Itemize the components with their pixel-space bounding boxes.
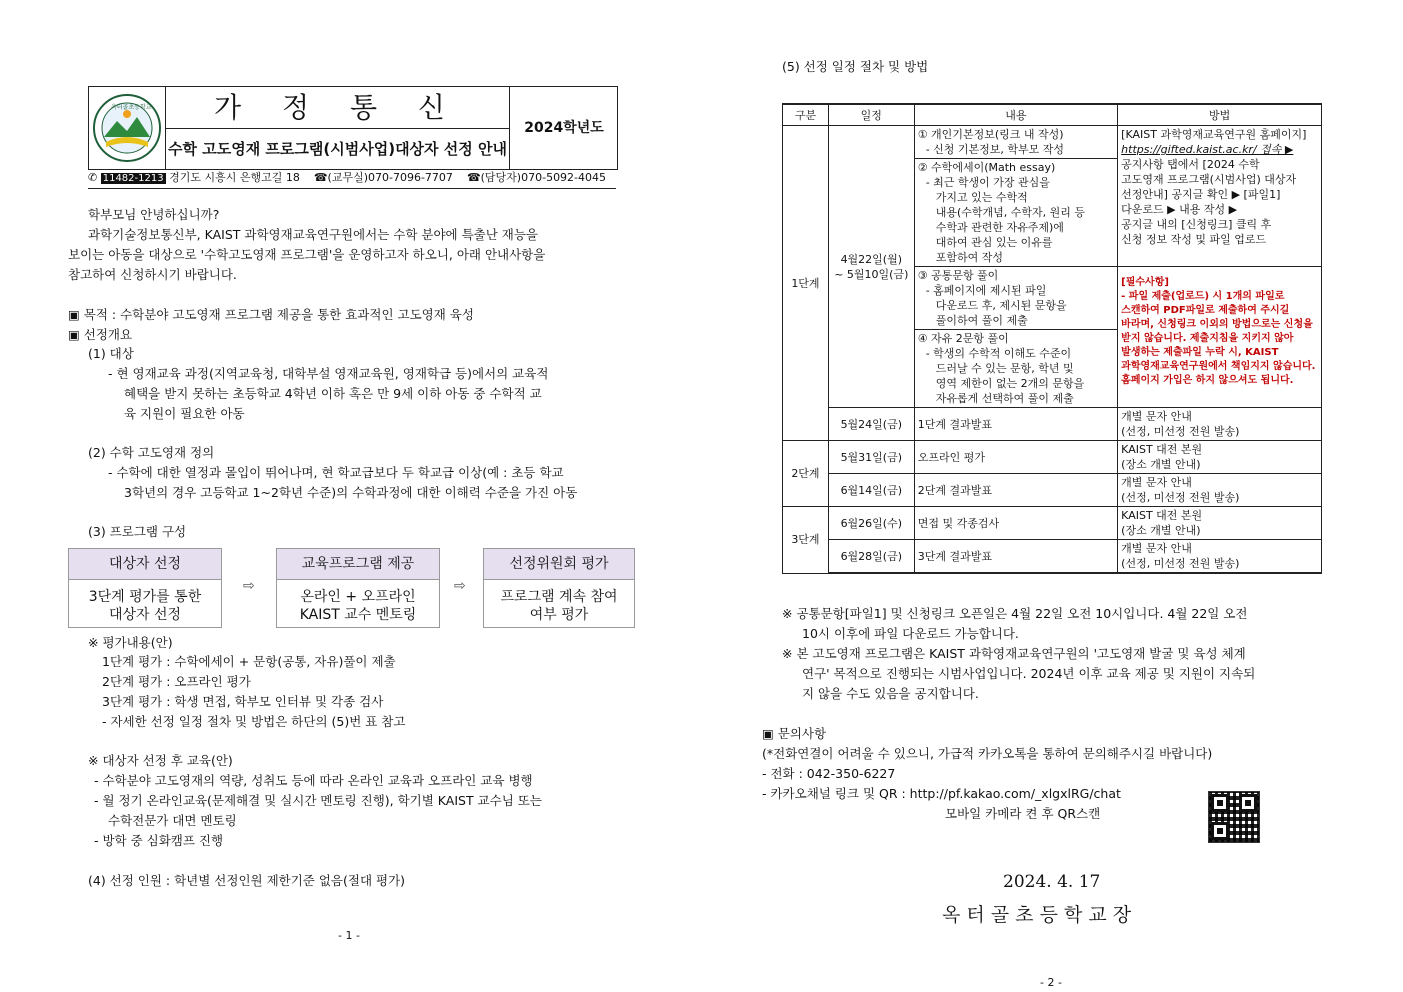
contact-phone: ☎(담당자)070-5092-4045	[466, 171, 607, 184]
content-line: ① 개인기본정보(링크 내 작성)	[917, 128, 1064, 141]
letter-header	[88, 86, 618, 170]
method-cell	[1118, 408, 1322, 441]
box-title: 교육프로그램 제공	[277, 549, 439, 580]
content-cell: 면접 및 각종검사	[914, 507, 1117, 540]
method-line: 공지글 내의 [신청링크] 클릭 후	[1121, 218, 1272, 231]
address-bar	[88, 168, 616, 189]
method-line: 개별 문자 안내	[1121, 542, 1192, 555]
content-cell	[914, 159, 1117, 267]
stage-cell: 3단계	[783, 507, 829, 574]
content-line: 풀이하여 풀이 제출	[935, 314, 1028, 327]
method-cell	[1118, 474, 1322, 507]
postal-code: 11482-1213	[102, 173, 164, 184]
target-line: - 현 영재교육 과정(지역교육청, 대학부설 영재교육원, 영재학급 등)에서의 교육적	[108, 366, 549, 381]
qr-code-icon[interactable]	[1208, 791, 1260, 843]
stage-cell: 1단계	[783, 126, 829, 441]
box-text: KAIST 교수 멘토링	[299, 607, 417, 623]
contact-heading: ▣ 문의사항	[762, 726, 827, 741]
required-notice-cell	[1118, 267, 1322, 408]
contact-line: (*전화연결이 어려울 수 있으니, 가급적 카카오톡을 통하여 문의해주시길 바랍니다)	[762, 746, 1213, 761]
greeting: 학부모님 안녕하십니까?	[88, 207, 220, 222]
intro-line: 과학기술정보통신부, KAIST 과학영재교육연구원에서는 수학 분야에 특출난 재능을	[88, 227, 538, 242]
method-line: 신청 정보 작성 및 파일 업로드	[1121, 233, 1267, 246]
contact-phone: - 전화 : 042-350-6227	[762, 766, 896, 781]
edu-line: ※ 대상자 선정 후 교육(안)	[88, 753, 233, 768]
program-box-selection	[68, 548, 222, 628]
phone-icon: ✆	[88, 171, 98, 184]
required-line: [필수사항]	[1121, 277, 1169, 288]
date-cell	[828, 126, 914, 408]
content-line: 수학과 관련한 자유주제)에	[935, 221, 1064, 234]
box-title: 대상자 선정	[69, 549, 221, 580]
method-line: (장소 개별 안내)	[1121, 458, 1201, 471]
method-line: (선정, 미선정 전원 발송)	[1121, 557, 1240, 570]
required-line: 바라며, 신청링크 이외의 방법으로는 신청을	[1121, 319, 1313, 330]
content-cell: 3단계 결과발표	[914, 540, 1117, 574]
required-line: 홈페이지 가입은 하지 않으셔도 됩니다.	[1121, 375, 1294, 386]
content-line: 대하여 관심 있는 이유를	[935, 236, 1053, 249]
method-line: 다운로드 ▶ 내용 작성 ▶	[1121, 203, 1238, 216]
page-number: - 1 -	[338, 929, 360, 942]
edu-line: - 월 정기 온라인교육(문제해결 및 실시간 멘토링 진행), 학기별 KAIST 교수님 또는	[94, 793, 542, 808]
note-line: 10시 이후에 파일 다운로드 가능합니다.	[802, 626, 1019, 641]
logo-lettering: 옥터골초등학교	[111, 104, 152, 111]
date-cell: 5월31일(금)	[828, 441, 914, 474]
date-cell: 6월28일(금)	[828, 540, 914, 574]
eval-line: 2단계 평가 : 오프라인 평가	[102, 674, 251, 689]
required-line: 받지 않습니다. 제출지침을 지키지 않아	[1121, 333, 1294, 344]
note-line: 연구' 목적으로 진행되는 시범사업입니다. 2024년 이후 교육 제공 및 지원이 지속되	[802, 666, 1256, 681]
target-line: 육 지원이 필요한 아동	[124, 406, 245, 421]
schedule-heading: (5) 선정 일정 절차 및 방법	[782, 59, 929, 74]
box-text: 3단계 평가를 통한	[88, 589, 202, 605]
required-line: 발생하는 제출파일 누락 시, KAIST	[1121, 347, 1279, 358]
date-text: ~ 5월10일(금)	[834, 267, 909, 281]
content-line: - 홈페이지에 제시된 파일	[925, 284, 1047, 297]
method-line: 고도영재 프로그램(시범사업) 대상자	[1121, 173, 1297, 186]
school-logo	[89, 87, 166, 169]
method-line: KAIST 대전 본원	[1121, 443, 1203, 456]
issue-date: 2024. 4. 17	[1003, 872, 1101, 892]
method-cell	[1118, 441, 1322, 474]
content-line: - 신청 기본정보, 학부모 작성	[925, 143, 1065, 156]
col-header: 구분	[783, 104, 829, 126]
definition-line: 3학년의 경우 고등학교 1~2학년 수준)의 수학과정에 대한 이해력 수준을 가진 아동	[124, 485, 578, 500]
program-heading: (3) 프로그램 구성	[88, 524, 187, 539]
box-text: 프로그램 계속 참여	[500, 589, 618, 605]
content-line: 다운로드 후, 제시된 문항을	[935, 299, 1067, 312]
method-line: (장소 개별 안내)	[1121, 524, 1201, 537]
program-box-education	[276, 548, 440, 628]
content-cell: 1단계 결과발표	[914, 408, 1117, 441]
schedule-table	[782, 103, 1322, 574]
intro-line: 보이는 아동을 대상으로 '수학고도영재 프로그램'을 운영하고자 하오니, 아래 안내사항을	[68, 247, 546, 262]
date-cell: 5월24일(금)	[828, 408, 914, 441]
required-line: 과학영재교육연구원에서 책임지지 않습니다.	[1121, 361, 1316, 372]
box-text: 온라인 + 오프라인	[300, 589, 416, 605]
method-cell	[1118, 126, 1322, 267]
overview-heading: ▣ 선정개요	[68, 327, 133, 342]
method-cell	[1118, 507, 1322, 540]
date-text: 4월22일(월)	[840, 252, 903, 266]
content-cell	[914, 126, 1117, 159]
content-line: ③ 공통문항 풀이	[917, 269, 999, 282]
method-line: (선정, 미선정 전원 발송)	[1121, 491, 1240, 504]
date-cell: 6월26일(수)	[828, 507, 914, 540]
content-line: - 학생의 수학적 이해도 수준이	[925, 347, 1072, 360]
content-line: ② 수학에세이(Math essay)	[917, 161, 1056, 174]
eval-line: - 자세한 선정 일정 절차 및 방법은 하단의 (5)번 표 참고	[102, 714, 406, 729]
page-number: - 2 -	[1040, 976, 1062, 989]
note-line: 지 않을 수도 있음을 공지합니다.	[802, 686, 979, 701]
address-text: 경기도 시흥시 은행고길 18	[169, 171, 300, 184]
content-line: 내용(수학개념, 수학자, 원리 등	[935, 206, 1085, 219]
content-cell	[914, 267, 1117, 330]
purpose: ▣ 목적 : 수학분야 고도영재 프로그램 제공을 통한 효과적인 고도영재 육성	[68, 307, 474, 322]
arrow-right-icon: ⇨	[243, 578, 255, 594]
date-cell: 6월14일(금)	[828, 474, 914, 507]
intro-line: 참고하여 신청하시기 바랍니다.	[68, 267, 237, 282]
content-cell	[914, 330, 1117, 408]
qr-hint: 모바일 카메라 켠 후 QR스캔	[945, 806, 1101, 821]
headcount: (4) 선정 인원 : 학년별 선정인원 제한기준 없음(절대 평가)	[88, 873, 406, 888]
school-year: 2024학년도	[509, 87, 618, 169]
col-header: 일정	[828, 104, 914, 126]
kakao-link[interactable]: - 카카오채널 링크 및 QR : http://pf.kakao.com/_xlgxlRG/chat	[762, 786, 1121, 801]
content-line: 가지고 있는 수학적	[935, 191, 1028, 204]
eval-line: 3단계 평가 : 학생 면접, 학부모 인터뷰 및 각종 검사	[102, 694, 384, 709]
content-line: 영역 제한이 없는 2개의 문항을	[935, 377, 1085, 390]
eval-line: 1단계 평가 : 수학에세이 + 문항(공통, 자유)풀이 제출	[102, 654, 396, 669]
definition-heading: (2) 수학 고도영재 정의	[88, 445, 215, 460]
note-line: ※ 공통문항[파일1] 및 신청링크 오픈일은 4월 22일 오전 10시입니다. 4월 22일 오전	[782, 606, 1248, 621]
content-line: 자유롭게 선택하여 풀이 제출	[935, 392, 1074, 405]
note-line: ※ 본 고도영재 프로그램은 KAIST 과학영재교육연구원의 '고도영재 발굴 및 육성 체계	[782, 646, 1246, 661]
method-line: 개별 문자 안내	[1121, 476, 1192, 489]
arrow-right-icon: ⇨	[454, 578, 466, 594]
content-cell: 오프라인 평가	[914, 441, 1117, 474]
target-heading: (1) 대상	[88, 346, 134, 361]
method-line: (선정, 미선정 전원 발송)	[1121, 425, 1240, 438]
content-cell: 2단계 결과발표	[914, 474, 1117, 507]
content-line: 드러날 수 있는 문항, 학년 및	[935, 362, 1074, 375]
box-title: 선정위원회 평가	[484, 549, 634, 580]
content-line: 포함하여 작성	[935, 251, 1003, 264]
col-header: 내용	[914, 104, 1117, 126]
method-line: 선정안내] 공지글 확인 ▶ [파일1]	[1121, 188, 1281, 201]
content-line: - 최근 학생이 가장 관심을	[925, 176, 1050, 189]
edu-line: 수학전문가 대면 멘토링	[108, 813, 237, 828]
definition-line: - 수학에 대한 열정과 몰입이 뛰어나며, 현 학교급보다 두 학교급 이상(예 : 초등 학교	[108, 465, 564, 480]
col-header: 방법	[1118, 104, 1322, 126]
letter-title: 가 정 통 신	[166, 87, 509, 129]
method-line: 개별 문자 안내	[1121, 410, 1192, 423]
homepage-link[interactable]: https://gifted.kaist.ac.kr/ 접속 ▶	[1121, 143, 1294, 156]
letter-subtitle: 수학 고도영재 프로그램(시범사업)대상자 선정 안내	[168, 140, 507, 158]
edu-line: - 수학분야 고도영재의 역량, 성취도 등에 따라 온라인 교육과 오프라인 교육 병행	[94, 773, 533, 788]
content-line: ④ 자유 2문항 풀이	[917, 332, 1009, 345]
method-line: [KAIST 과학영재교육연구원 홈페이지]	[1121, 128, 1307, 141]
eval-line: ※ 평가내용(안)	[88, 635, 173, 650]
box-text: 대상자 선정	[108, 607, 182, 623]
target-line: 혜택을 받지 못하는 초등학교 4학년 이하 혹은 만 9세 이하 아동 중 수학적 교	[124, 386, 542, 401]
method-line: 공지사항 탭에서 [2024 수학	[1121, 158, 1260, 171]
method-cell	[1118, 540, 1322, 574]
method-line: KAIST 대전 본원	[1121, 509, 1203, 522]
program-box-evaluation	[483, 548, 635, 628]
stage-cell: 2단계	[783, 441, 829, 507]
edu-line: - 방학 중 심화캠프 진행	[94, 833, 224, 848]
required-line: - 파일 제출(업로드) 시 1개의 파일로	[1121, 291, 1285, 302]
required-line: 스캔하여 PDF파일로 제출하여 주시길	[1121, 305, 1290, 316]
box-text: 여부 평가	[529, 607, 589, 623]
office-phone: ☎(교무실)070-7096-7707	[313, 171, 453, 184]
principal-signature: 옥 터 골 초 등 학 교 장	[942, 904, 1132, 926]
